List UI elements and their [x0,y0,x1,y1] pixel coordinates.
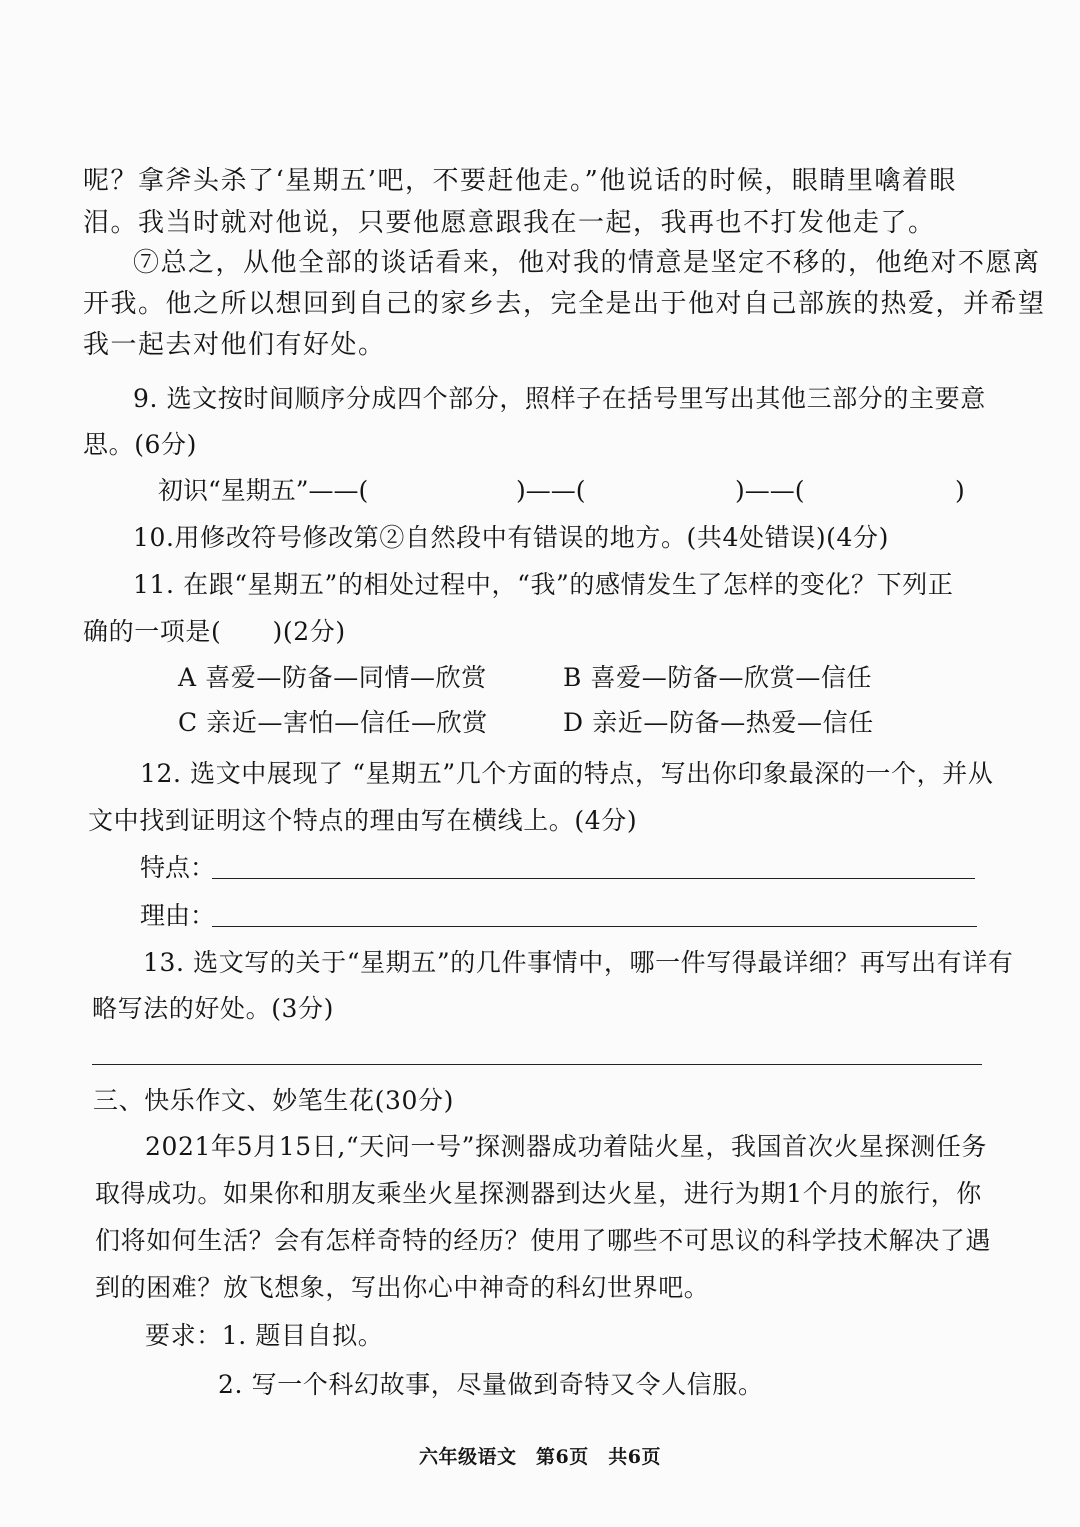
question-12-cont: 文中找到证明这个特点的理由写在横线上。(4分) [88,806,638,835]
essay-requirement-2: 2. 写一个科幻故事，尽量做到奇特又令人信服。 [218,1370,764,1399]
q13-answer-line [92,1064,982,1065]
passage-line: 开我。他之所以想回到自己的家乡去，完全是出于他对自己部族的热爱，并希望 [83,289,1046,319]
question-11: 11. 在跟“星期五”的相处过程中，“我”的感情发生了怎样的变化？下列正 [133,570,954,599]
essay-requirement-1: 要求：1. 题目自拟。 [145,1321,384,1350]
passage-line: ⑦总之，从他全部的谈话看来，他对我的情意是坚定不移的，他绝对不愿离 [133,248,1041,278]
passage-line: 泪。我当时就对他说，只要他愿意跟我在一起，我再也不打发他走了。 [83,208,936,238]
option-c: C 亲近—害怕—信任—欣赏 [178,708,488,737]
option-b: B 喜爱—防备—欣赏—信任 [563,663,873,692]
page-footer: 六年级语文 第6页 共6页 [419,1446,661,1468]
q9-example-part: 初识“星期五”——( [158,476,369,505]
option-d: D 亲近—防备—热爱—信任 [563,708,874,737]
passage-line: 呢？拿斧头杀了‘星期五’吧，不要赶他走。”他说话的时候，眼睛里噙着眼 [83,166,957,196]
trait-answer-line [212,878,975,879]
reason-answer-line [212,926,977,927]
q9-blank-end: ) [955,476,965,505]
q9-blank-separator: )——( [516,476,586,505]
question-12: 12. 选文中展现了 “星期五”几个方面的特点，写出你印象最深的一个，并从 [140,759,994,788]
section-3-heading: 三、快乐作文、妙笔生花(30分) [93,1086,454,1115]
q9-blank-separator: )——( [735,476,805,505]
essay-prompt-line: 取得成功。如果你和朋友乘坐火星探测器到达火星，进行为期1个月的旅行，你 [95,1179,982,1208]
question-9: 9. 选文按时间顺序分成四个部分，照样子在括号里写出其他三部分的主要意 [133,384,986,413]
question-13-cont: 略写法的好处。(3分) [92,994,335,1023]
essay-prompt-line: 到的困难？放飞想象，写出你心中神奇的科幻世界吧。 [95,1273,710,1302]
essay-prompt-line: 们将如何生活？会有怎样奇特的经历？使用了哪些不可思议的科学技术解决了遇 [95,1226,992,1255]
essay-prompt-line: 2021年5月15日,“天问一号”探测器成功着陆火星，我国首次火星探测任务 [145,1132,988,1161]
trait-label: 特点： [140,853,216,882]
question-9-cont: 思。(6分) [83,430,198,459]
question-10: 10.用修改符号修改第②自然段中有错误的地方。(共4处错误)(4分) [133,523,889,552]
question-11-cont: 确的一项是( )(2分) [83,617,346,646]
passage-line: 我一起去对他们有好处。 [83,330,386,360]
option-a: A 喜爱—防备—同情—欣赏 [178,663,487,692]
question-13: 13. 选文写的关于“星期五”的几件事情中，哪一件写得最详细？再写出有详有 [143,948,1014,977]
reason-label: 理由： [140,901,216,930]
